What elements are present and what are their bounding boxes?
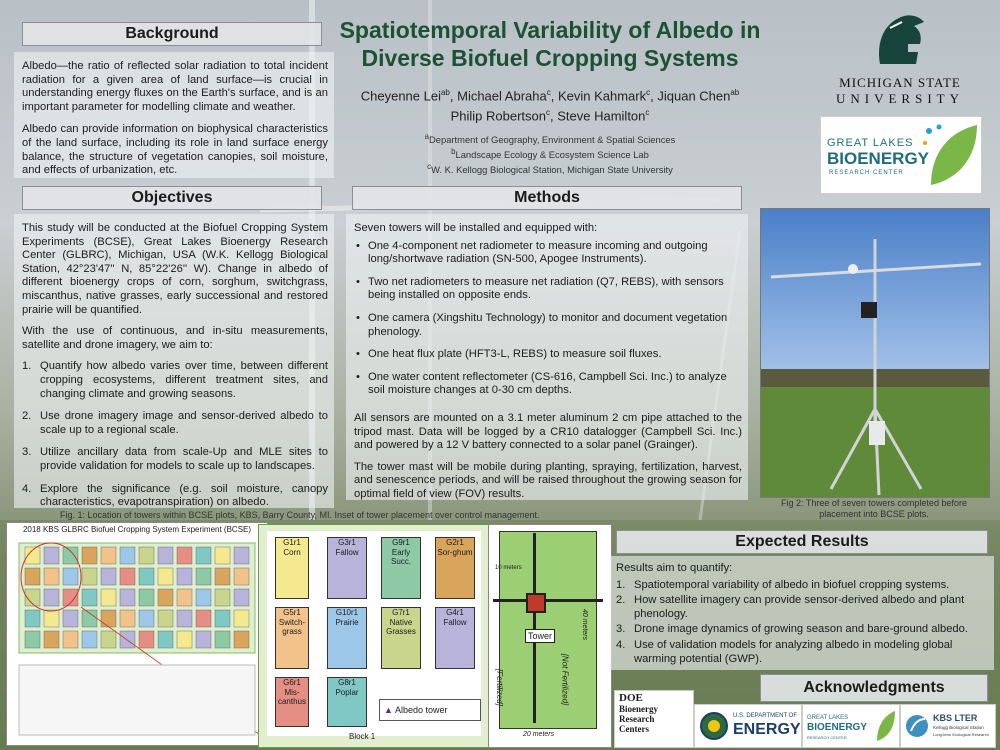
- mini-plot: [101, 631, 116, 648]
- mini-plot: [215, 631, 230, 648]
- glbrc-logo: GREAT LAKES BIOENERGY RESEARCH CENTER: [820, 116, 982, 194]
- mini-plot: [158, 610, 173, 627]
- mini-plot: [215, 610, 230, 627]
- mini-plot: [177, 547, 192, 564]
- glbrc-small-logo: GREAT LAKES BIOENERGY RESEARCH CENTER: [802, 704, 900, 748]
- width-label: 20 meters: [523, 731, 555, 738]
- plot-g1r1: G1r1 Corn: [275, 537, 309, 599]
- mini-plot: [177, 589, 192, 606]
- expected-item: 4. Use of validation models for analyzing albedo in modeling global warming potential (GWP).: [616, 638, 953, 665]
- mini-plot: [215, 547, 230, 564]
- background-paragraph-1: Albedo—the ratio of reflected solar radiation to total incident radiation for a given area of land surface—is crucial in understanding energy fluxes on the Earth's surface, and is an important parameter for modelling climate and weather.: [22, 60, 328, 113]
- mini-plot: [139, 589, 154, 606]
- bcse-map-title: 2018 KBS GLBRC Biofuel Cropping System Experiment (BCSE): [22, 525, 252, 534]
- background-paragraph-2: Albedo can provide information on biophysical characteristics of the land surface, including its role in land surface energy balance, the structure of vegetation canopies, soil moisture, and effects of urbanization, etc.: [22, 123, 328, 177]
- mini-plot: [196, 568, 211, 585]
- objective-item: 3. Utilize ancillary data from scale-Up and MLE sites to provide validation for models to scale up to landscapes.: [22, 446, 328, 472]
- plot-g2r1: G2r1 Sor-ghum: [435, 537, 475, 599]
- mini-plot: [63, 568, 78, 585]
- mini-plot: [82, 610, 97, 627]
- mini-plot: [234, 589, 249, 606]
- not-fertilized-label: [Not Fertilized]: [560, 653, 570, 706]
- plot-g5r1: G5r1 Switch-grass: [275, 607, 309, 669]
- mini-plot: [44, 568, 59, 585]
- mini-plot: [196, 589, 211, 606]
- objective-item: 4. Explore the significance (e.g. soil moisture, canopy characteristics, evapotranspiration) on albedo.: [22, 482, 328, 509]
- authors-line-1: Cheyenne Lei$^{ab}$, Michael Abraha$^c$, Kevin Kahmark$^c$, Jiquan Chen$^{ab}$: [360, 88, 740, 104]
- methods-paragraph-3: The tower mast will be mobile during planting, spraying, fertilization, harvest, and senescence periods, and will be raised throughout the growing season for optimal field of view (FOV) results.: [354, 460, 742, 500]
- expected-results-heading: Expected Results: [616, 530, 988, 554]
- mini-plot: [82, 568, 97, 585]
- mini-plot: [139, 547, 154, 564]
- mini-plot: [234, 568, 249, 585]
- expected-intro: Results aim to quantify:: [616, 562, 733, 574]
- mini-plot: [158, 589, 173, 606]
- mini-plot: [82, 589, 97, 606]
- expected-item: 3. Drone image dynamics of growing season and bare-ground albedo.: [616, 623, 968, 636]
- method-item: • One 4-component net radiometer to measure incoming and outgoing long/shortwave radiation (SN-500, Apogee Instruments).: [354, 240, 742, 267]
- method-item: • One camera (Xingshitu Technology) to monitor and document vegetation phenology.: [354, 312, 742, 339]
- mini-plot: [101, 568, 116, 585]
- objective-item: 2. Use drone imagery image and sensor-derived albedo to scale up to a regional scale.: [22, 410, 328, 436]
- mini-plot: [120, 589, 135, 606]
- mini-plot: [101, 610, 116, 627]
- acknowledgments-heading: Acknowledgments: [760, 674, 988, 702]
- methods-heading: Methods: [352, 186, 742, 210]
- mini-plot: [177, 610, 192, 627]
- bcse-map: [6, 522, 268, 746]
- method-item: • One heat flux plate (HFT3-L, REBS) to measure soil fluxes.: [354, 348, 742, 362]
- objectives-paragraph-1: This study will be conducted at the Biofuel Cropping System Experiments (BCSE), Great Lakes Bioenergy Research Center (GLBRC), Michigan, USA (W.K. Kellogg Biological Station, 42°23'47'' N, 85°22'26'' W). Change in albedo of different bioenergy crops of corn, sorghum, switchgrass, miscanthus, native grasses, early successional and restored prairie will be quantified.: [22, 222, 328, 316]
- mini-plot: [215, 568, 230, 585]
- mini-plot: [101, 589, 116, 606]
- fig1-legend: ▲ Albedo tower: [379, 699, 481, 721]
- mini-plot: [63, 547, 78, 564]
- mini-plot: [63, 610, 78, 627]
- expected-list: [616, 579, 988, 667]
- plot-g3r1: G3r1 Fallow: [327, 537, 367, 599]
- plot-g8r1: G8r1 Poplar: [327, 677, 367, 727]
- objective-item: 1. Quantify how albedo varies over time, between different cropping ecosystems, different treatment sites, and changing climate and growing seasons.: [22, 360, 328, 400]
- mini-plot: [196, 610, 211, 627]
- mini-plot: [158, 631, 173, 648]
- mini-plot: [234, 631, 249, 648]
- height-label: 40 meters: [581, 608, 589, 641]
- method-item: • One water content reflectometer (CS-616, Campbell Sci. Inc.) to analyze soil moisture changes at 0-30 cm depths.: [354, 371, 742, 398]
- mini-plot: [139, 568, 154, 585]
- background-heading: Background: [22, 22, 322, 46]
- mini-plot: [120, 547, 135, 564]
- objectives-heading: Objectives: [22, 186, 322, 210]
- mini-plot: [234, 610, 249, 627]
- title-line-1: Spatiotemporal Variability of Albedo in: [339, 17, 761, 43]
- objectives-body: [22, 222, 328, 519]
- tower-marker: [526, 593, 546, 613]
- mini-plot: [44, 610, 59, 627]
- mini-plot: [82, 547, 97, 564]
- objectives-paragraph-2: With the use of continuous, and in-situ measurements, satellite and drone imagery, we aim to:: [22, 325, 328, 351]
- tower-inset: [488, 524, 612, 748]
- methods-body: [354, 222, 742, 502]
- mini-plot: [44, 589, 59, 606]
- plot-g4r1: G4r1 Fallow: [435, 607, 475, 669]
- mini-plot: [177, 631, 192, 648]
- methods-paragraph-2: All sensors are mounted on a 3.1 meter aluminum 2 cm pipe attached to the tripod mast. Data will be logged by a CR10 datalogger (Campbell Sci. Inc.) and powered by a 12 V battery connected to a solar panel (Grainger).: [354, 411, 742, 452]
- expected-item: 2. How satellite imagery can provide sensor-derived albedo and plant phenology.: [616, 594, 965, 620]
- mini-plot: [120, 568, 135, 585]
- leaf-icon: [921, 121, 979, 189]
- mini-plot: [196, 547, 211, 564]
- kbs-leaf-icon: [905, 711, 929, 741]
- bcse-grid: [9, 537, 265, 743]
- fig1-caption: Fig. 1: Location of towers within BCSE plots, KBS, Barry County, MI. Inset of tower placement over control management.: [60, 510, 540, 520]
- mini-plot: [139, 610, 154, 627]
- mini-plot: [25, 610, 40, 627]
- block-label: Block 1: [349, 732, 376, 741]
- mini-plot: [63, 631, 78, 648]
- method-item: • Two net radiometers to measure net radiation (Q7, REBS), with sensors being installed on opposite ends.: [354, 276, 742, 303]
- doe-seal-icon: [699, 711, 729, 741]
- plot-g9r1: G9r1 Early Succ.: [381, 537, 421, 599]
- mini-plot: [158, 547, 173, 564]
- mini-plot: [177, 568, 192, 585]
- mini-plot: [120, 631, 135, 648]
- fertilized-label: [Fertilized]: [494, 669, 504, 706]
- mini-plot: [234, 547, 249, 564]
- mini-plot: [215, 589, 230, 606]
- fig2-caption: Fig 2: Three of seven towers completed before placement into BCSE plots.: [781, 498, 967, 519]
- scale-label: 10 meters: [495, 565, 522, 571]
- expected-results-body: [616, 562, 988, 668]
- doe-brc-logo: DOE Bioenergy Research Centers: [614, 690, 694, 748]
- methods-intro: Seven towers will be installed and equipped with:: [354, 222, 598, 234]
- albedo-tower-icon: ▲: [384, 705, 393, 715]
- title-line-2: Diverse Biofuel Cropping Systems: [361, 45, 739, 71]
- plot-g6r1: G6r1 Mis-canthus: [275, 677, 309, 727]
- kbs-lter-logo: KBS LTER Kellogg Biological Station Long-term Ecological Research: [900, 704, 996, 748]
- small-leaf-icon: [873, 709, 897, 743]
- spartan-helmet-icon: [830, 8, 970, 70]
- plot-g7r1: G7r1 Native Grasses: [381, 607, 421, 669]
- objectives-list: [22, 360, 328, 509]
- mini-plot: [25, 631, 40, 648]
- block1-map: [258, 524, 490, 748]
- mini-plot: [158, 568, 173, 585]
- tower-label: Tower: [525, 629, 555, 643]
- authors-line-2: Philip Robertson$^c$, Steve Hamilton$^c$: [450, 108, 650, 124]
- expected-item: 1. Spatiotemporal variability of albedo in biofuel cropping systems.: [616, 578, 950, 591]
- tower-illustration: [761, 209, 989, 497]
- authors: [300, 84, 800, 125]
- mini-plot: [44, 631, 59, 648]
- plot-g10r1: G10r1 Prairie: [327, 607, 367, 669]
- poster-title: [300, 16, 800, 72]
- affiliations: $^a$Department of Geography, Environment & Spatial Sciences $^b$Landscape Ecology & Ecosystem Science Lab $^c$W. K. Kellogg Biological Station, Michigan State University: [424, 132, 676, 176]
- tower-photo: [760, 208, 990, 498]
- mini-plot: [120, 610, 135, 627]
- mini-plot: [82, 631, 97, 648]
- mini-plot: [44, 547, 59, 564]
- methods-list: [354, 240, 742, 398]
- mini-plot: [101, 547, 116, 564]
- background-body: [22, 60, 328, 178]
- mini-plot: [25, 568, 40, 585]
- mini-plot: [196, 631, 211, 648]
- us-doe-logo: U.S. DEPARTMENT OF ENERGY: [694, 704, 802, 748]
- msu-logo: MICHIGAN STATE UNIVERSITY: [830, 8, 970, 113]
- mini-plot: [139, 631, 154, 648]
